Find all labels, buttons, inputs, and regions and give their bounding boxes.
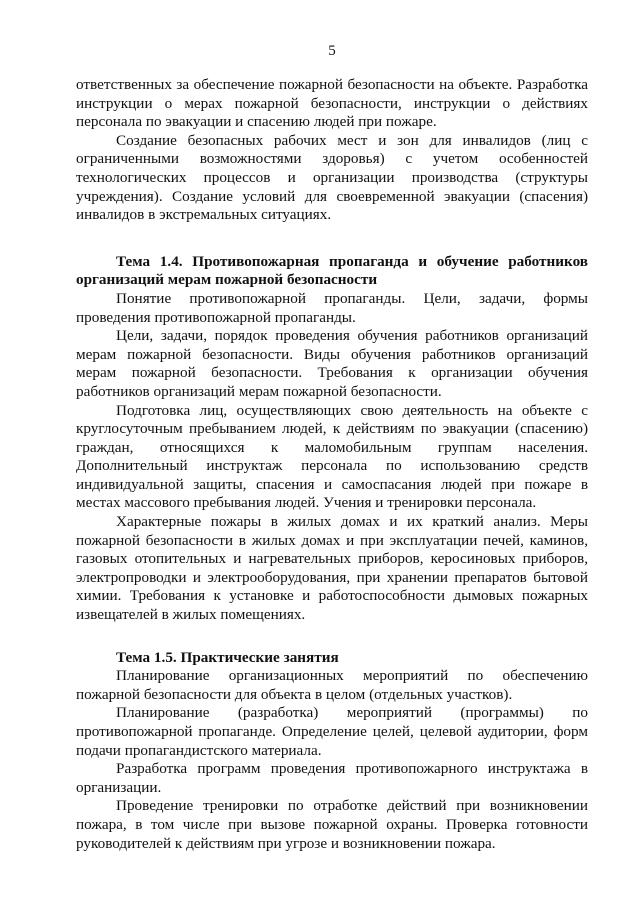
page-number: 5 <box>328 43 336 59</box>
topic-1-4-heading: Тема 1.4. Противопожарная пропаганда и обучение работников организаций мерам пожарной безопасности <box>76 252 588 289</box>
topic-1-5-paragraph-1: Планирование организационных мероприятий по обеспечению пожарной безопасности для объекта в целом (отдельных участков). <box>76 667 588 703</box>
section-spacer <box>76 625 588 649</box>
topic-1-4-paragraph-2: Цели, задачи, порядок проведения обучения работников организаций мерам пожарной безопасности. Виды обучения работников организаций мерам пожарной безопасности. Требования к организации обучения работников организаций мерам пожарной безопасности. <box>76 327 588 400</box>
intro-paragraph-1: ответственных за обеспечение пожарной безопасности на объекте. Разработка инструкции о мерах пожарной безопасности, инструкции о действиях персонала по эвакуации и спасению людей при пожаре. <box>76 76 588 131</box>
intro-paragraph-2: Создание безопасных рабочих мест и зон для инвалидов (лиц с ограниченными возможностями здоровья) с учетом особенностей технологических процессов и организации производства (структуры учреждения). Создание условий для своевременной эвакуации (спасения) инвалидов в экстремальных ситуациях. <box>76 131 588 224</box>
topic-1-4-paragraph-4: Характерные пожары в жилых домах и их краткий анализ. Меры пожарной безопасности в жилых домах и при эксплуатации печей, каминов, газовых отопительных и нагревательных приборов, керосиновых приборов, электропроводки и электрооборудования, при хранении препаратов бытовой химии. Требования к установке и работоспособности дымовых пожарных извещателей в жилых помещениях. <box>76 513 588 624</box>
topic-1-5-paragraph-3: Разработка программ проведения противопожарного инструктажа в организации. <box>76 760 588 796</box>
topic-1-4-paragraph-1: Понятие противопожарной пропаганды. Цели, задачи, формы проведения противопожарной пропаганды. <box>76 289 588 326</box>
topic-1-4-paragraph-3: Подготовка лиц, осуществляющих свою деятельность на объекте с круглосуточным пребыванием людей, к действиям по эвакуации (спасению) граждан, относящихся к маломобильным группам населения. Дополнительный инструктаж персонала по использованию средств индивидуальной защиты, спасения и самоспасания людей при пожаре в местах массового пребывания людей. Учения и тренировки персонала. <box>76 401 588 512</box>
topic-1-5-paragraph-4: Проведение тренировки по отработке действий при возникновении пожара, в том числе при вызове пожарной охраны. Проверка готовности руководителей к действиям при угрозе и возникновении пожара. <box>76 797 588 852</box>
topic-1-5-paragraph-2: Планирование (разработка) мероприятий (программы) по противопожарной пропаганде. Определение целей, целевой аудитории, форм подачи пропагандистского материала. <box>76 704 588 759</box>
topic-1-5-heading: Тема 1.5. Практические занятия <box>116 648 339 666</box>
section-spacer <box>76 225 588 253</box>
